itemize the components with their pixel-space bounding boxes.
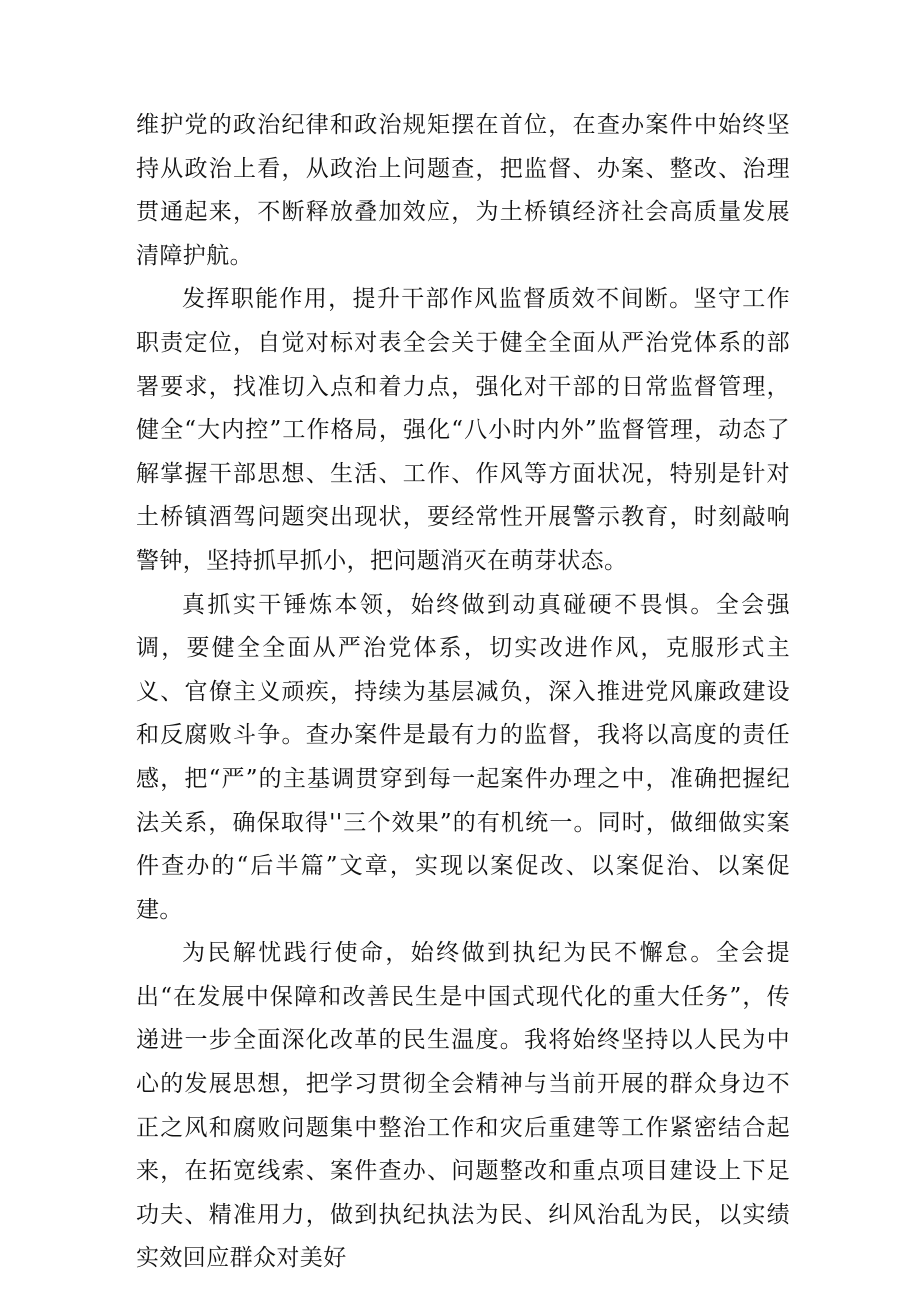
document-body xyxy=(136,104,790,1281)
paragraph-people: 为民解忧践行使命，始终做到执纪为民不懈怠。全会提出“在发展中保障和改善民生是中国式现代化的重大任务”，传递进一步全面深化改革的民生温度。我将始终坚持以人民为中心的发展思想，把学习贯彻全会精神与当前开展的群众身边不正之风和腐败问题集中整治工作和灾后重建等工作紧密结合起来，在拓宽线索、案件查办、问题整改和重点项目建设上下足功夫、精准用力，做到执纪执法为民、纠风治乱为民，以实绩实效回应群众对美好 xyxy=(136,940,790,1272)
paragraph-continuation: 维护党的政治纪律和政治规矩摆在首位，在查办案件中始终坚持从政治上看，从政治上问题查，把监督、办案、整改、治理贯通起来，不断释放叠加效应，为土桥镇经济社会高质量发展清障护航。 xyxy=(136,112,790,269)
paragraph-supervision: 发挥职能作用，提升干部作风监督质效不间断。坚守工作职责定位，自觉对标对表全会关于健全全面从严治党体系的部署要求，找准切入点和着力点，强化对干部的日常监督管理，健全“大内控”工作格局，强化“八小时内外”监督管理，动态了解掌握干部思想、生活、工作、作风等方面状况，特别是针对土桥镇酒驾问题突出现状，要经常性开展警示教育，时刻敲响警钟，坚持抓早抓小，把问题消灭在萌芽状态。 xyxy=(136,286,790,574)
paragraph-case-handling: 真抓实干锤炼本领，始终做到动真碰硬不畏惧。全会强调，要健全全面从严治党体系，切实改进作风，克服形式主义、官僚主义顽疾，持续为基层减负，深入推进党风廉政建设和反腐败斗争。查办案件是最有力的监督，我将以高度的责任感，把“严”的主基调贯穿到每一起案件办理之中，准确把握纪法关系，确保取得''三个效果”的有机统一。同时，做细做实案件查办的“后半篇”文章，实现以案促改、以案促治、以案促建。 xyxy=(136,591,790,923)
